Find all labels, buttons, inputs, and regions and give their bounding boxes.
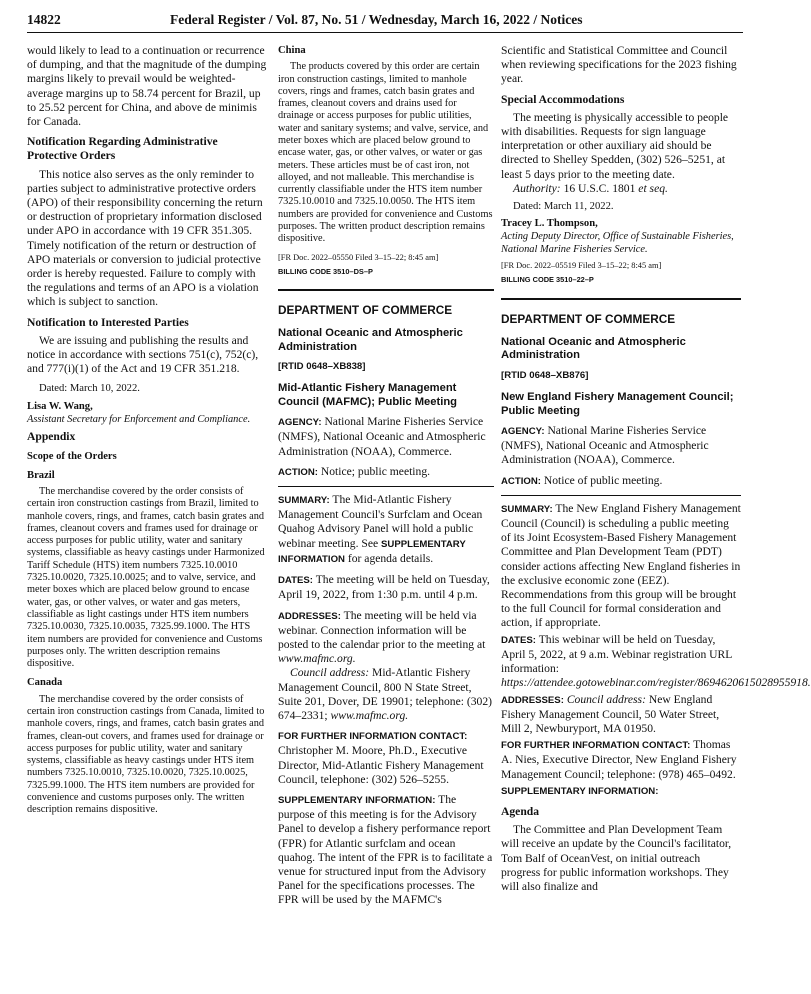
page-header xyxy=(27,10,743,33)
action-block: ACTION: Notice; public meeting. xyxy=(278,464,431,478)
supplementary-label-3: SUPPLEMENTARY INFORMATION: xyxy=(501,785,659,797)
dates-block: DATES: The meeting will be held on Tuesday, April 19, 2022, from 1:30 p.m. until 4 p.m. xyxy=(278,573,490,602)
contact-block-3: FOR FURTHER INFORMATION CONTACT: Thomas A. Nies, Executive Director, New England Fishery Management Council; telephone: (978) 465–0492. xyxy=(501,738,737,781)
department-heading: DEPARTMENT OF COMMERCE xyxy=(278,302,453,317)
column-3 xyxy=(501,44,811,900)
canada-heading: Canada xyxy=(27,677,63,689)
action-block-3: ACTION: Notice of public meeting. xyxy=(501,473,663,487)
rtid-line-3: [RTID 0648–XB876] xyxy=(501,369,589,381)
addresses-block-3: ADDRESSES: Council address: New England Fishery Management Council, 50 Water Street, Mill 2, Newburyport, MA 01950. xyxy=(501,692,720,735)
divider-3 xyxy=(501,495,741,496)
mafmc-link-2[interactable]: www.mafmc.org. xyxy=(330,708,409,722)
china-paragraph: The products covered by this order are certain iron construction castings, limited to manhole covers, rings and frames, catch basin grates and frames, cleanout covers and drains used for drainage or access purposes for public utilities, water and sanitary systems; and valve, service, and meter boxes which are placed below ground to encase water, gas, or other valves, or water or gas meters. These articles must be of cast iron, not alloyed, and not malleable. This merchandise is currently classifiable under the HTS item number 7325.10.0010 and 7325.10.0050. The HTS item numbers are provided for convenience and Customs purposes. The written product description remains dispositive. xyxy=(278,61,493,245)
heading-interested-parties: Notification to Interested Parties xyxy=(27,315,189,329)
lead-paragraph-3: Scientific and Statistical Committee and Council when reviewing specifications for the 2023 fishing year. xyxy=(501,44,737,86)
billing-code-3: BILLING CODE 3510–22–P xyxy=(501,275,594,285)
paragraph-apo: This notice also serves as the only reminder to parties subject to administrative protective orders (APO) of their responsibility concerning the return or destruction of proprietary information disclosed under APO in accordance with 19 CFR 351.305. Timely notification of the return or destruction of APO materials or conversion to judicial protective order is hereby requested. Failure to comply with the regulations and terms of an APO is a violation which is subject to sanction. xyxy=(27,167,263,309)
dated-line-3: Dated: March 11, 2022. xyxy=(513,201,614,213)
contact-block: FOR FURTHER INFORMATION CONTACT: Christopher M. Moore, Ph.D., Executive Director, Mid-Atlantic Fishery Management Council, telephone: (302) 526–5255. xyxy=(278,731,484,786)
notice-title: Mid-Atlantic Fishery Management Council (MAFMC); Public Meeting xyxy=(278,382,457,408)
signer-title: Assistant Secretary for Enforcement and Compliance. xyxy=(27,413,251,425)
agency-heading-3: National Oceanic and Atmospheric Administration xyxy=(501,335,686,362)
council-address-block: Council address: Mid-Atlantic Fishery Management Council, 800 N State Street, Suite 201, Dover, DE 19901; telephone: (302) 674–2331; www.mafmc.org. xyxy=(278,666,492,722)
special-accommodations-heading: Special Accommodations xyxy=(501,92,625,106)
fr-doc-line: [FR Doc. 2022–05550 Filed 3–15–22; 8:45 am] xyxy=(278,252,439,262)
page-number: 14822 xyxy=(27,12,61,27)
billing-code: BILLING CODE 3510–DS–P xyxy=(278,266,373,276)
signer-name-3: Tracey L. Thompson, xyxy=(501,218,598,230)
china-heading: China xyxy=(278,45,306,56)
appendix-heading: Appendix xyxy=(27,430,76,444)
agenda-heading: Agenda xyxy=(501,804,540,818)
column-2 xyxy=(278,44,494,914)
brazil-paragraph: The merchandise covered by the order consists of certain iron construction castings from Brazil, limited to manhole covers, rings, and frames, catch basin grates and frames, cleanout covers and frames used for drainage or access purposes for public utility, water and sanitary systems, classifiable as heavy castings under Harmonized Tariff Schedule (HTS) item numbers 7325.10.0010 7325.10.0020, 7325.10.0025; and to valve, service, and meter boxes which are placed below ground to encase water, gas, or other valves, or water and gas meters, classifiable as light castings under HTS item numbers 7325.10.0030, 7325.10.0035, 7325.99.1000. The HTS item numbers are provided for convenience and Customs purposes only. The written description remains dispositive. xyxy=(27,485,265,670)
agency-heading: National Oceanic and Atmospheric Administration xyxy=(278,327,463,353)
mafmc-link[interactable]: www.mafmc.org. xyxy=(278,652,356,666)
webinar-link[interactable]: https://attendee.gotowebinar.com/register/8694620615028955918. xyxy=(501,676,811,690)
heading-apo: Notification Regarding Administrative Protective Orders xyxy=(27,135,218,163)
rtid-line: [RTID 0648–XB838] xyxy=(278,361,366,373)
paragraph-interested-parties: We are issuing and publishing the results and notice in accordance with sections 751(c), 752(c), and 777(i)(1) of the Act and 19 CFR 351.218. xyxy=(27,333,259,376)
brazil-heading: Brazil xyxy=(27,469,55,481)
canada-paragraph: The merchandise covered by the order consists of certain iron construction castings from Canada, limited to manhole covers, rings, and frames, catch basin grates and frames, clean-out covers, and frames used for drainage or access purposes for public utility, water and sanitary systems, classifiable as heavy castings under HTS item numbers 7325.10.0010, 7325.10.0020, 7325.10.0025, 7325.99.1000. The HTS item numbers are provided for convenience and customs purposes only. The written description remains dispositive. xyxy=(27,693,265,816)
summary-block: SUMMARY: The Mid-Atlantic Fishery Management Council's Surfclam and Ocean Quahog Advisory Panel will hold a public webinar meeting. See SUPPLEMENTARY INFORMATION for agenda details. xyxy=(278,493,483,565)
column-1 xyxy=(27,44,267,823)
dated-line: Dated: March 10, 2022. xyxy=(39,383,140,395)
special-accommodations-paragraph: The meeting is physically accessible to people with disabilities. Requests for sign language interpretation or other auxiliary aid should be directed to Shelley Spedden, (302) 526–5251, at least 5 days prior to the meeting date. xyxy=(501,110,729,181)
agency-block: AGENCY: National Marine Fisheries Service (NMFS), National Oceanic and Atmospheric Administration (NOAA), Commerce. xyxy=(278,415,486,458)
summary-block-3: SUMMARY: The New England Fishery Management Council (Council) is scheduling a public meeting of its Joint Ecosystem-Based Fishery Management Committee and Plan Development Team (PDT) consider actions affecting New England fisheries in the exclusive economic zone (EEZ). Recommendations from this group will be brought to the full Council for formal consideration and action, if appropriate. xyxy=(501,501,741,630)
section-divider xyxy=(278,289,494,291)
scope-heading: Scope of the Orders xyxy=(27,450,117,462)
fr-doc-line-3: [FR Doc. 2022–05519 Filed 3–15–22; 8:45 am] xyxy=(501,261,662,271)
lead-paragraph: would likely to lead to a continuation or recurrence of dumping, and that the magnitude of the dumping margins likely to prevail would be weighted-average margins up to 58.74 percent for Brazil, up to 25.52 percent for China, and above de minimis for Canada. xyxy=(27,44,267,129)
dates-block-3: DATES: This webinar will be held on Tuesday, April 5, 2022, at 9 a.m. Webinar registration URL information: https://attendee.gotowebinar.com/register/8694620615028955918. xyxy=(501,632,811,690)
signer-name: Lisa W. Wang, xyxy=(27,400,93,412)
signer-title-3: Acting Deputy Director, Office of Sustainable Fisheries, National Marine Fisheries Service. xyxy=(501,231,734,255)
agency-block-3: AGENCY: National Marine Fisheries Service (NMFS), National Oceanic and Atmospheric Administration (NOAA), Commerce. xyxy=(501,424,709,467)
divider xyxy=(278,486,494,487)
authority-line: Authority: 16 U.S.C. 1801 et seq. xyxy=(513,181,668,195)
addresses-block: ADDRESSES: The meeting will be held via webinar. Connection information will be posted to the calendar prior to the meeting at www.mafmc.org. xyxy=(278,608,486,666)
notice-title-3: New England Fishery Management Council; Public Meeting xyxy=(501,391,734,417)
running-title: Federal Register / Vol. 87, No. 51 / Wednesday, March 16, 2022 / Notices xyxy=(170,12,583,27)
agenda-paragraph: The Committee and Plan Development Team will receive an update by the Council's facilitator, Tom Balf of OceanVest, on initial outreach progress for public information workshops. They will also finalize and xyxy=(501,823,732,893)
department-heading-3: DEPARTMENT OF COMMERCE xyxy=(501,311,676,326)
section-divider-3 xyxy=(501,298,741,300)
supplementary-block: SUPPLEMENTARY INFORMATION: The purpose of this meeting is for the Advisory Panel to develop a fishery performance report (FPR) for Atlantic surfclam and ocean quahog. The intent of the FPR is to facilitate a venue for structured input from the Advisory Panel for the specifications processes. The FPR will be used by the MAFMC's xyxy=(278,792,493,907)
